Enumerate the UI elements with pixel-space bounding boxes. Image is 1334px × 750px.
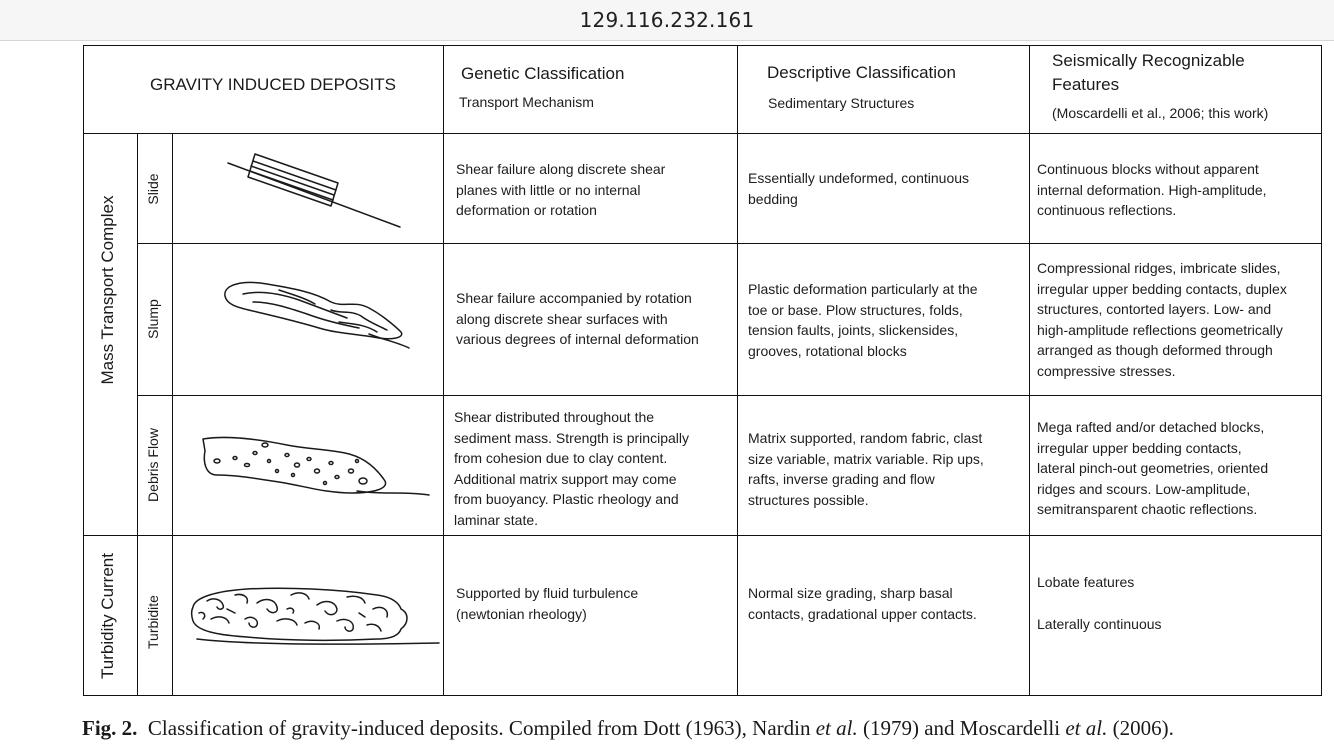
col-divider-seismic: [1029, 46, 1030, 695]
turbidite-descriptive: [748, 583, 977, 624]
header-descriptive-sub: Sedimentary Structures: [768, 95, 915, 111]
slump-seismic-line: structures, contorted layers. Low- and: [1037, 301, 1272, 317]
header-descriptive-title: Descriptive Classification: [767, 63, 956, 82]
debris-flow-descriptive: [748, 428, 984, 510]
slide-seismic-line: internal deformation. High-amplitude,: [1037, 181, 1267, 198]
caption-text-b: (1979) and Moscardelli: [857, 716, 1066, 740]
debris-flow-genetic-line: Additional matrix support may come: [454, 470, 677, 487]
header-seismic-sub: (Moscardelli et al., 2006; this work): [1052, 105, 1269, 121]
classification-table: [83, 45, 1322, 696]
slide-genetic: [456, 159, 665, 221]
slide-descriptive-line: Essentially undeformed, continuous: [748, 170, 970, 186]
debris-flow-descriptive-line: structures possible.: [748, 491, 869, 508]
slide-descriptive: [748, 168, 969, 209]
slump-genetic-line: along discrete shear surfaces with: [456, 310, 668, 327]
type-slide: Slide: [145, 173, 161, 205]
debris-flow-genetic: [454, 407, 689, 530]
address-bar[interactable]: [0, 0, 1334, 41]
slide-seismic-line: continuous reflections.: [1037, 202, 1177, 218]
turbidite-seismic-lobate: Lobate features: [1037, 574, 1135, 590]
group-mass-transport-complex: Mass Transport Complex: [98, 195, 117, 385]
turbidite-descriptive-line: contacts, gradational upper contacts.: [748, 605, 977, 622]
debris-flow-descriptive-line: size variable, matrix variable. Rip ups,: [748, 450, 984, 467]
row-divider-slump: [137, 395, 1321, 396]
col-divider-group: [137, 133, 138, 695]
debris-flow-seismic-line: Mega rafted and/or detached blocks,: [1037, 419, 1265, 435]
type-turbidite: Turbidite: [145, 595, 161, 649]
type-debris-flow: Debris Flow: [145, 428, 161, 502]
slide-genetic-line: planes with little or no internal: [456, 181, 641, 198]
slump-seismic-line: high-amplitude reflections geometrically: [1037, 321, 1283, 338]
debris-flow-genetic-line: from buoyancy. Plastic rheology and: [454, 491, 679, 507]
caption-label: Fig. 2.: [82, 716, 138, 740]
caption-etal-2: et al.: [1065, 716, 1108, 740]
slump-seismic-line: Compressional ridges, imbricate slides,: [1037, 260, 1281, 276]
debris-flow-descriptive-line: rafts, inverse grading and flow: [748, 471, 935, 487]
debris-flow-seismic-line: irregular upper bedding contacts,: [1037, 439, 1242, 456]
caption-text-a: Classification of gravity-induced deposits. Compiled from Dott (1963), Nardin: [147, 716, 816, 740]
debris-flow-sketch-icon: [197, 431, 432, 511]
header-seismic-title-1: Seismically Recognizable: [1052, 51, 1245, 70]
group-divider: [84, 535, 1321, 536]
slump-descriptive-line: Plastic deformation particularly at the: [748, 281, 978, 297]
turbidite-genetic-line: (newtonian rheology): [456, 605, 587, 622]
slide-seismic-line: Continuous blocks without apparent: [1037, 161, 1259, 177]
slide-descriptive-line: bedding: [748, 190, 798, 207]
header-divider: [84, 133, 1321, 134]
turbidite-genetic-line: Supported by fluid turbulence: [456, 585, 639, 601]
turbidite-seismic-continuous: Laterally continuous: [1037, 616, 1162, 632]
debris-flow-descriptive-line: Matrix supported, random fabric, clast: [748, 430, 983, 446]
debris-flow-seismic-line: ridges and scours. Low-amplitude,: [1037, 480, 1251, 497]
caption-etal-1: et al.: [815, 716, 858, 740]
slump-seismic-line: irregular upper bedding contacts, duplex: [1037, 280, 1287, 297]
col-divider-descriptive: [737, 46, 738, 695]
slide-genetic-line: deformation or rotation: [456, 202, 597, 218]
type-slump: Slump: [145, 299, 161, 339]
header-gravity-induced-deposits: GRAVITY INDUCED DEPOSITS: [150, 75, 396, 94]
slump-sketch-icon: [219, 272, 414, 352]
slump-genetic-line: Shear failure accompanied by rotation: [456, 290, 692, 306]
turbidite-sketch-icon: [187, 579, 442, 659]
slide-sketch-icon: [224, 151, 404, 231]
col-divider-type: [172, 133, 173, 695]
address-text: 129.116.232.161: [579, 8, 755, 32]
debris-flow-genetic-line: from cohesion due to clay content.: [454, 450, 668, 466]
debris-flow-genetic-line: laminar state.: [454, 511, 539, 528]
slump-descriptive-line: tension faults, joints, slickensides,: [748, 322, 959, 338]
slump-seismic-line: compressive stresses.: [1037, 362, 1176, 379]
header-genetic-title: Genetic Classification: [461, 64, 625, 83]
debris-flow-seismic: [1037, 417, 1268, 520]
slide-genetic-line: Shear failure along discrete shear: [456, 161, 666, 177]
slump-descriptive: [748, 279, 978, 361]
debris-flow-seismic-line: semitransparent chaotic reflections.: [1037, 501, 1258, 517]
group-turbidity-current: Turbidity Current: [98, 553, 117, 679]
slump-seismic: [1037, 258, 1287, 381]
slide-seismic: [1037, 159, 1267, 221]
debris-flow-seismic-line: lateral pinch-out geometries, oriented: [1037, 460, 1269, 476]
slump-seismic-line: arranged as though deformed through: [1037, 342, 1273, 358]
header-genetic-sub: Transport Mechanism: [459, 94, 594, 110]
header-seismic-title-2: Features: [1052, 75, 1120, 94]
debris-flow-genetic-line: sediment mass. Strength is principally: [454, 429, 689, 446]
debris-flow-genetic-line: Shear distributed throughout the: [454, 409, 655, 425]
figure-caption: [82, 716, 1174, 741]
slump-genetic: [456, 288, 699, 350]
col-divider-genetic: [443, 46, 444, 695]
turbidite-descriptive-line: Normal size grading, sharp basal: [748, 585, 953, 601]
row-divider-slide: [137, 243, 1321, 244]
slump-descriptive-line: grooves, rotational blocks: [748, 342, 907, 359]
turbidite-genetic: [456, 583, 638, 624]
slump-genetic-line: various degrees of internal deformation: [456, 331, 699, 347]
slump-descriptive-line: toe or base. Plow structures, folds,: [748, 301, 963, 318]
caption-text-c: (2006).: [1107, 716, 1174, 740]
